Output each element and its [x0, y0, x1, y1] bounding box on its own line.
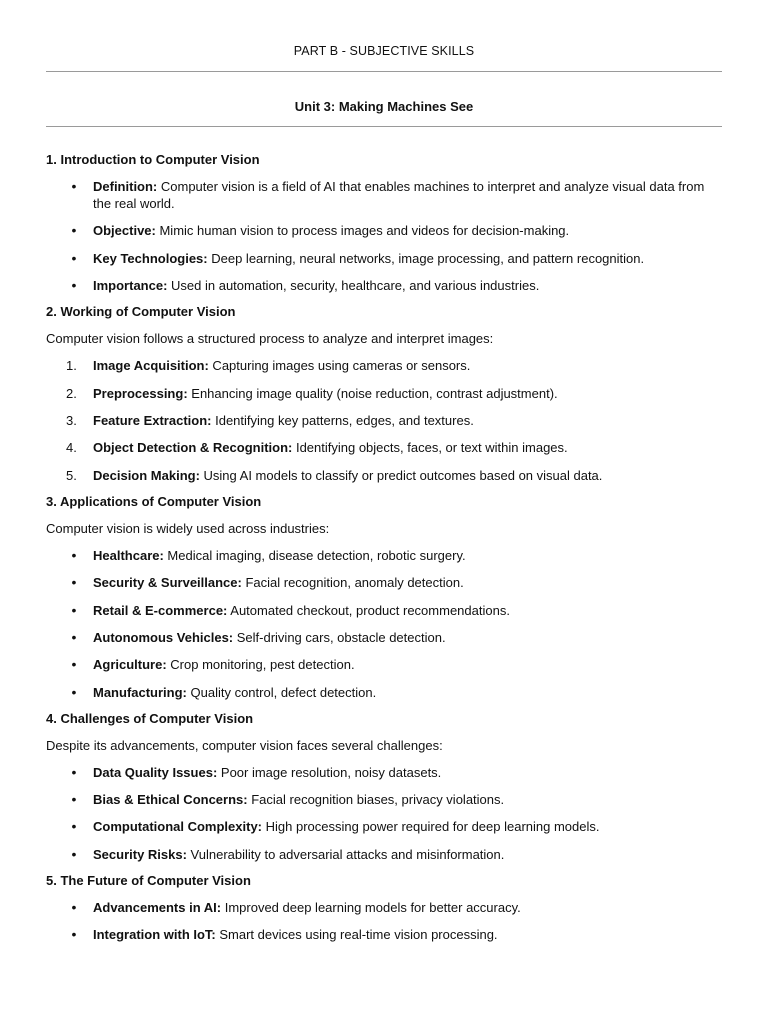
item-text: Used in automation, security, healthcare, and various industries. — [167, 278, 540, 294]
step-number: 2. — [66, 385, 77, 401]
bullet-icon: • — [71, 818, 77, 835]
list-item — [46, 602, 722, 619]
section-heading-challenges: 4. Challenges of Computer Vision — [46, 710, 254, 726]
future-list — [46, 899, 722, 943]
item-text: Improved deep learning models for better accuracy. — [221, 899, 521, 915]
item-term: Object Detection & Recognition: — [93, 440, 293, 456]
applications-list — [46, 547, 722, 701]
bullet-icon: • — [71, 845, 77, 862]
item-term: Manufacturing: — [93, 684, 187, 700]
list-item — [46, 277, 722, 294]
item-term: Image Acquisition: — [93, 358, 209, 374]
list-item — [46, 385, 722, 402]
item-term: Security & Surveillance: — [93, 575, 242, 591]
step-number: 1. — [66, 358, 77, 374]
item-text: Automated checkout, product recommendations. — [227, 602, 510, 618]
item-text: Self-driving cars, obstacle detection. — [233, 629, 446, 645]
step-number: 3. — [66, 412, 77, 428]
item-term: Preprocessing: — [93, 385, 188, 401]
item-term: Retail & E-commerce: — [93, 602, 228, 618]
item-text: High processing power required for deep learning models. — [262, 819, 600, 835]
item-term: Decision Making: — [93, 467, 200, 483]
item-term: Healthcare: — [93, 547, 164, 563]
item-term: Autonomous Vehicles: — [93, 629, 234, 645]
title-divider — [46, 126, 722, 127]
bullet-icon: • — [71, 601, 77, 618]
list-item — [46, 178, 722, 212]
bullet-icon: • — [71, 791, 77, 808]
section-heading-working: 2. Working of Computer Vision — [46, 304, 236, 320]
item-text: Identifying objects, faces, or text within images. — [292, 440, 568, 456]
item-term: Feature Extraction: — [93, 412, 212, 428]
item-term: Key Technologies: — [93, 250, 208, 266]
section-heading-introduction: 1. Introduction to Computer Vision — [46, 152, 260, 167]
bullet-icon: • — [71, 277, 77, 294]
list-item — [46, 846, 722, 863]
step-number: 4. — [66, 440, 77, 456]
challenges-intro: Despite its advancements, computer vision faces several challenges: — [46, 737, 443, 753]
item-text: Enhancing image quality (noise reduction, contrast adjustment). — [187, 385, 558, 401]
item-term: Definition: — [93, 179, 158, 194]
unit-title: Unit 3: Making Machines See — [294, 99, 474, 114]
list-item — [46, 222, 722, 239]
section-heading-applications: 3. Applications of Computer Vision — [46, 493, 262, 509]
bullet-icon: • — [71, 926, 77, 943]
item-text: Capturing images using cameras or sensors. — [208, 358, 471, 374]
list-item — [46, 467, 722, 484]
item-text: Vulnerability to adversarial attacks and misinformation. — [186, 846, 505, 862]
bullet-icon: • — [71, 222, 77, 239]
item-text: Identifying key patterns, edges, and textures. — [211, 412, 474, 428]
item-term: Security Risks: — [93, 846, 187, 862]
working-intro: Computer vision follows a structured process to analyze and interpret images: — [46, 331, 494, 347]
list-item — [46, 818, 722, 835]
bullet-icon: • — [71, 898, 77, 915]
item-text: Poor image resolution, noisy datasets. — [217, 764, 442, 780]
item-text: Quality control, defect detection. — [186, 684, 377, 700]
item-term: Advancements in AI: — [93, 899, 222, 915]
introduction-list — [46, 178, 722, 294]
item-text: Using AI models to classify or predict outcomes based on visual data. — [199, 467, 603, 483]
list-item — [46, 899, 722, 916]
bullet-icon: • — [71, 763, 77, 780]
bullet-icon: • — [71, 574, 77, 591]
page-header: PART B - SUBJECTIVE SKILLS — [293, 44, 475, 58]
item-text: Facial recognition biases, privacy violations. — [247, 792, 505, 808]
item-text: Facial recognition, anomaly detection. — [241, 575, 464, 591]
bullet-icon: • — [71, 178, 77, 194]
item-term: Agriculture: — [93, 657, 167, 673]
working-steps-list — [46, 357, 722, 484]
list-item — [46, 412, 722, 429]
item-text: Mimic human vision to process images and videos for decision-making. — [155, 223, 570, 239]
item-term: Computational Complexity: — [93, 819, 263, 835]
bullet-icon: • — [71, 628, 77, 645]
list-item — [46, 439, 722, 456]
list-item — [46, 547, 722, 564]
challenges-list — [46, 764, 722, 863]
item-text: Crop monitoring, pest detection. — [166, 657, 355, 673]
item-term: Bias & Ethical Concerns: — [93, 792, 248, 808]
list-item — [46, 764, 722, 781]
list-item — [46, 684, 722, 701]
list-item — [46, 250, 722, 267]
list-item — [46, 656, 722, 673]
item-text: Medical imaging, disease detection, robotic surgery. — [163, 547, 466, 563]
item-text: Deep learning, neural networks, image processing, and pattern recognition. — [207, 250, 645, 266]
list-item — [46, 791, 722, 808]
section-heading-future: 5. The Future of Computer Vision — [46, 872, 251, 888]
step-number: 5. — [66, 467, 77, 483]
item-term: Integration with IoT: — [93, 927, 216, 943]
item-term: Data Quality Issues: — [93, 764, 218, 780]
bullet-icon: • — [71, 683, 77, 700]
bullet-icon: • — [71, 546, 77, 563]
list-item — [46, 574, 722, 591]
bullet-icon: • — [71, 249, 77, 266]
item-text: Computer vision is a field of AI that enables machines to interpret and analyze visual data from the real world. — [93, 179, 705, 211]
list-item — [46, 629, 722, 646]
list-item — [46, 357, 722, 374]
item-term: Objective: — [93, 223, 156, 239]
item-text: Smart devices using real-time vision processing. — [215, 927, 498, 943]
applications-intro: Computer vision is widely used across industries: — [46, 520, 330, 536]
document-body — [46, 151, 722, 954]
header-divider — [46, 71, 722, 72]
list-item — [46, 926, 722, 943]
bullet-icon: • — [71, 656, 77, 673]
item-term: Importance: — [93, 278, 168, 294]
